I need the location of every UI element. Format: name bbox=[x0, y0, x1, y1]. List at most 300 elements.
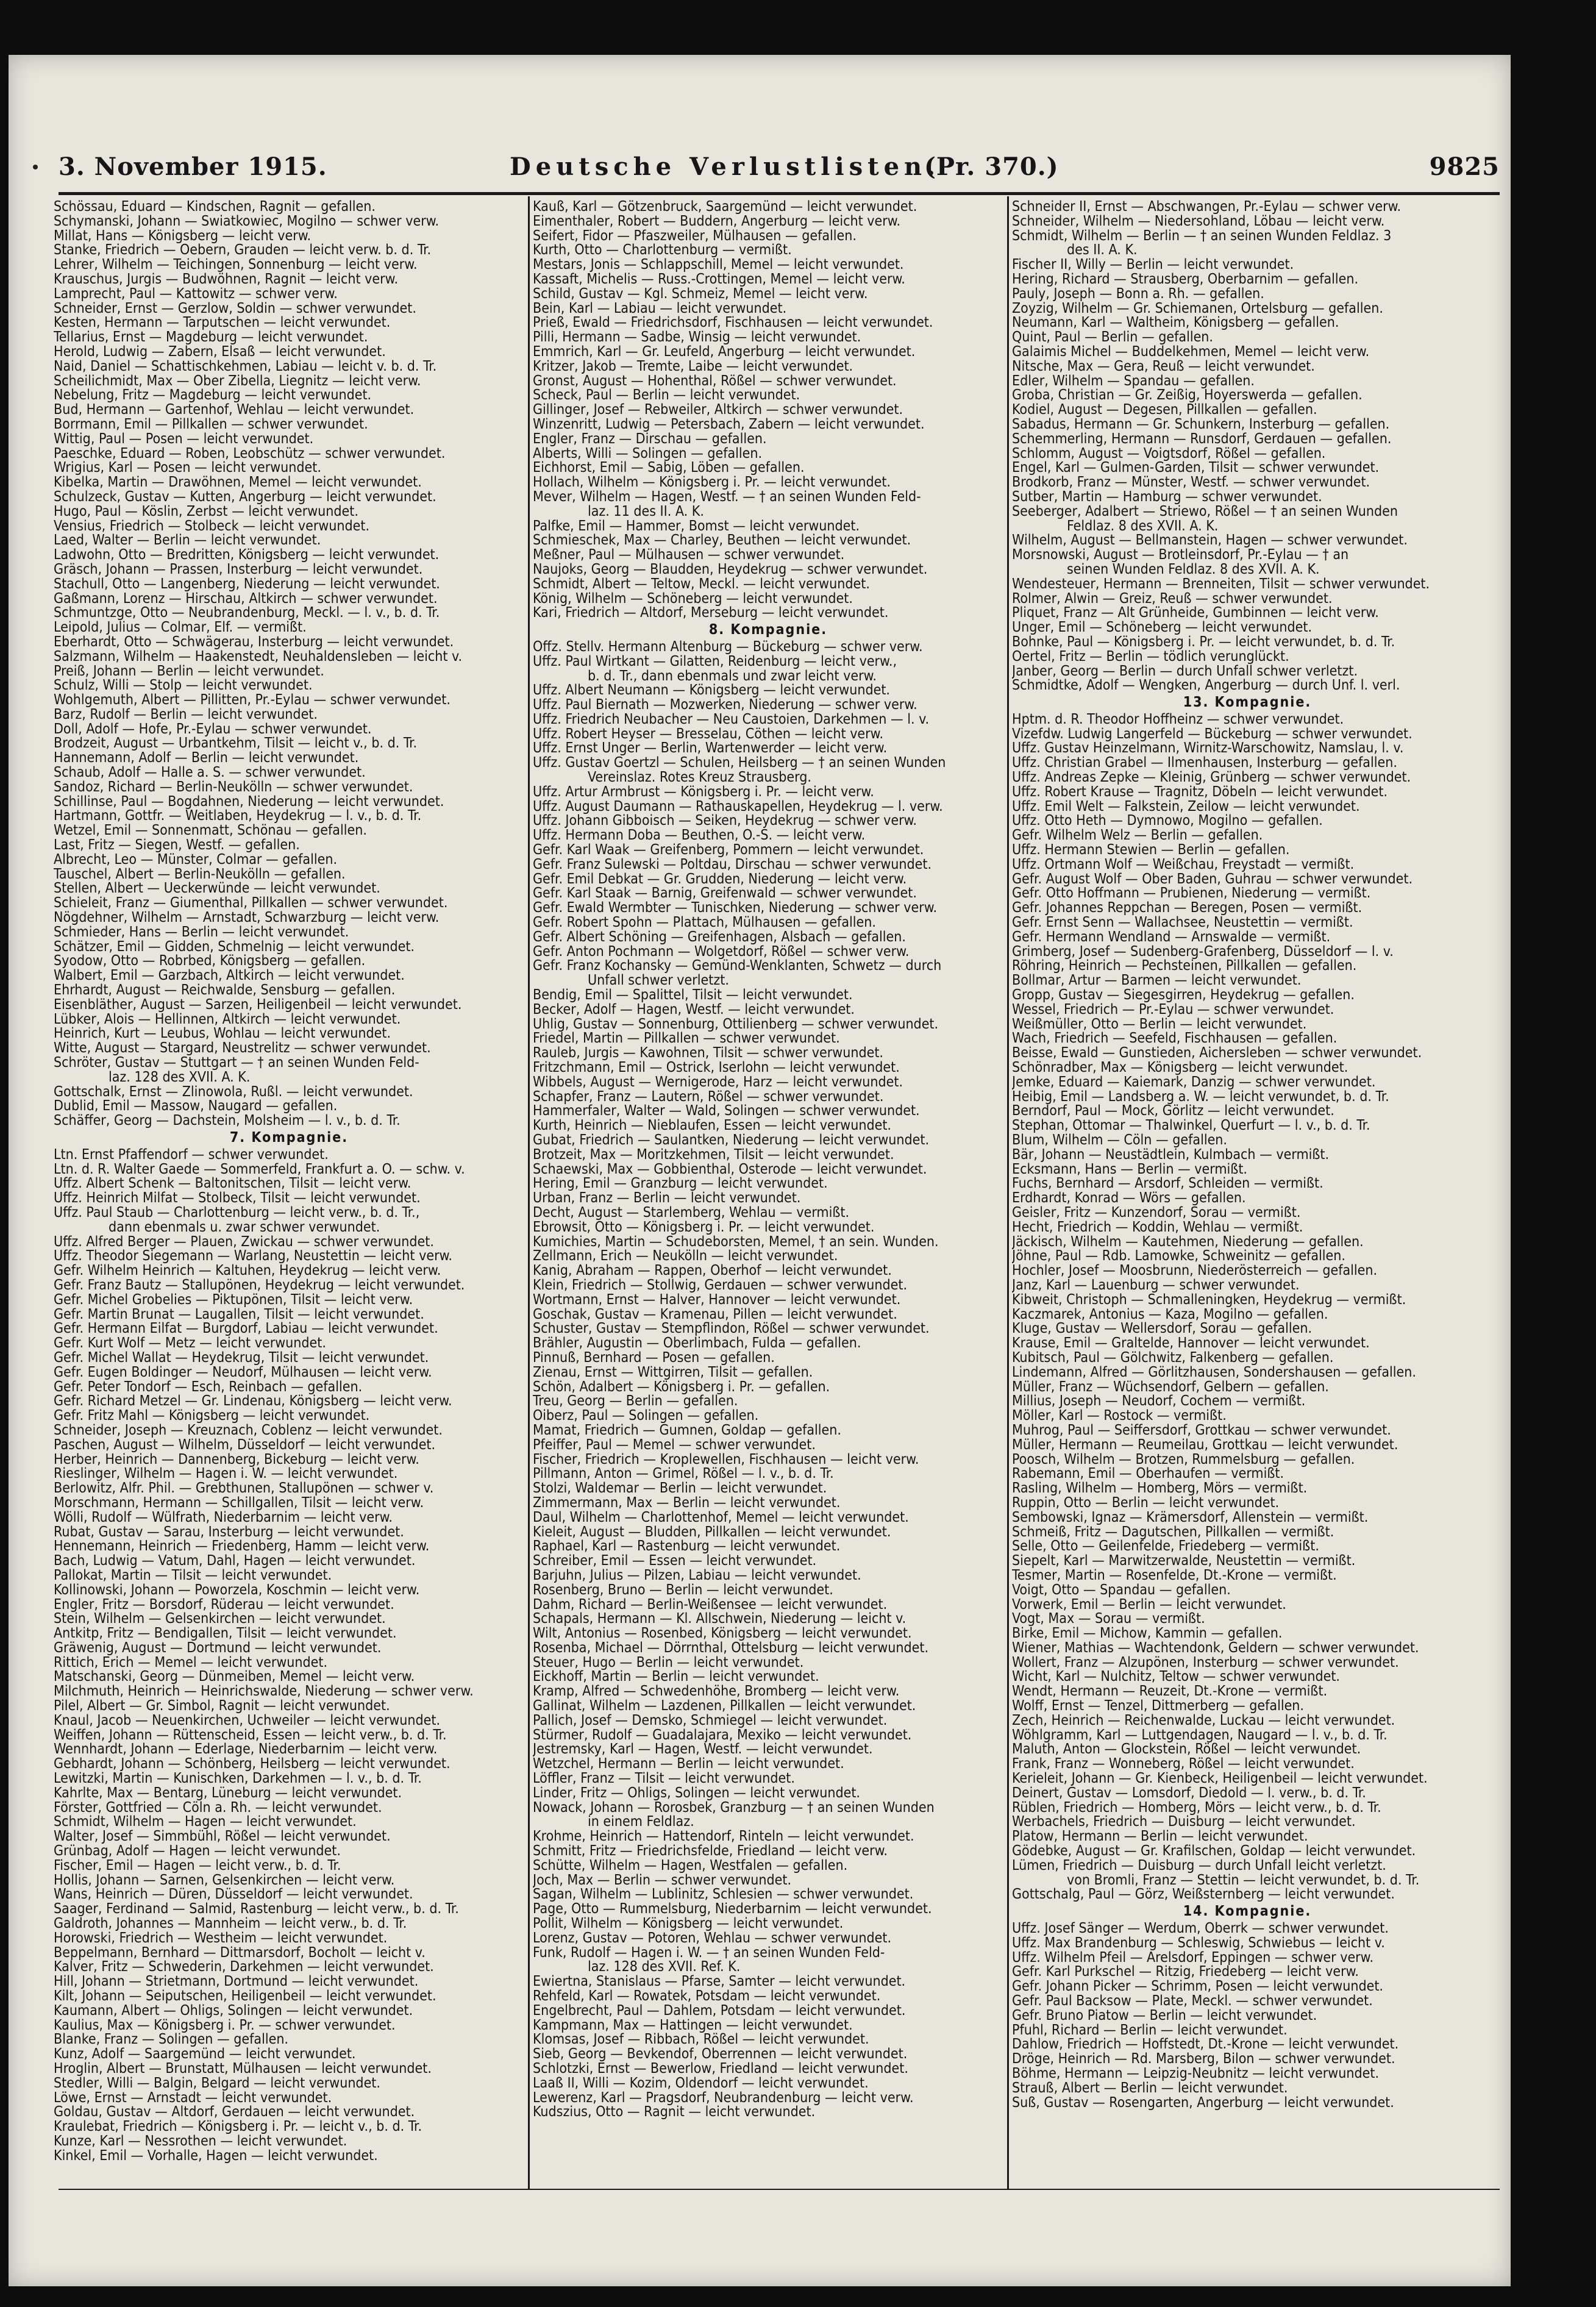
list-entry: Paschen, August — Wilhelm, Düsseldorf — leicht verwundet. bbox=[54, 1438, 436, 1453]
list-entry: Kahrlte, Max — Bentarg, Lüneburg — leicht verwundet. bbox=[54, 1786, 402, 1801]
list-entry: Mestars, Jonis — Schlappschill, Memel — leicht verwundet. bbox=[533, 258, 904, 273]
list-entry: Kritzer, Jakob — Tremte, Laibe — leicht verwundet. bbox=[533, 359, 853, 374]
list-entry: Schmitt, Fritz — Friedrichsfelde, Friedland — leicht verw. bbox=[533, 1844, 888, 1859]
list-entry: Uffz. Andreas Zepke — Kleinig, Grünberg — schwer verwundet. bbox=[1012, 771, 1411, 785]
list-entry: Gefr. Martin Brunat — Laugallen, Tilsit — leicht verwundet. bbox=[54, 1307, 424, 1322]
list-entry: Walter, Josef — Simmbühl, Rößel — leicht verwundet. bbox=[54, 1830, 391, 1845]
list-entry: Edler, Wilhelm — Spandau — gefallen. bbox=[1012, 374, 1255, 389]
list-entry: Knaul, Jacob — Neuenkirchen, Uchweiler — leicht verwundet. bbox=[54, 1713, 441, 1728]
list-entry: Uffz. Ernst Unger — Berlin, Wartenwerder — leicht verw. bbox=[533, 741, 888, 757]
list-entry: Stein, Wilhelm — Gelsenkirchen — leicht verwundet. bbox=[54, 1612, 386, 1627]
list-entry: Wohlgemuth, Albert — Pillitten, Pr.-Eylau — schwer verwundet. bbox=[54, 693, 451, 708]
list-entry: Winzenritt, Ludwig — Petersbach, Zabern — leicht verwundet. bbox=[533, 417, 925, 432]
list-entry: Albrecht, Leo — Münster, Colmar — gefallen. bbox=[54, 852, 338, 868]
list-entry: Ecksmann, Hans — Berlin — vermißt. bbox=[1012, 1162, 1247, 1177]
list-entry: Galdroth, Johannes — Mannheim — leicht verw., b. d. Tr. bbox=[54, 1917, 407, 1931]
list-entry: Tellarius, Ernst — Magdeburg — leicht verwundet. bbox=[54, 330, 368, 345]
list-entry: Eichhorst, Emil — Sabig, Löben — gefallen. bbox=[533, 461, 805, 476]
list-entry: Wiener, Mathias — Wachtendonk, Geldern — schwer verwundet. bbox=[1012, 1641, 1419, 1656]
list-entry: Janber, Georg — Berlin — durch Unfall schwer verletzt. bbox=[1012, 664, 1358, 679]
list-entry: Fritzchmann, Emil — Ostrick, Iserlohn — leicht verwundet. bbox=[533, 1061, 900, 1075]
list-entry: Erdhardt, Konrad — Wörs — gefallen. bbox=[1012, 1191, 1246, 1206]
list-entry: Schätzer, Emil — Gidden, Schmelnig — leicht verwundet. bbox=[54, 940, 415, 955]
list-entry: Tauschel, Albert — Berlin-Neukölln — gefallen. bbox=[54, 867, 346, 882]
list-entry: Gefr. Wilhelm Heinrich — Kaltuhen, Heydekrug — leicht verw. bbox=[54, 1264, 441, 1278]
list-entry: Gräsch, Johann — Prassen, Insterburg — leicht verwundet. bbox=[54, 562, 423, 577]
list-entry: Dröge, Heinrich — Rd. Marsberg, Bilon — schwer verwundet. bbox=[1012, 2052, 1395, 2067]
list-entry: Lorenz, Gustav — Potoren, Wehlau — schwer verwundet. bbox=[533, 1931, 892, 1946]
list-entry: Pallich, Josef — Demsko, Schmiegel — leicht verwundet. bbox=[533, 1713, 888, 1728]
list-entry: Lewitzki, Martin — Kunischken, Darkehmen — l. v., b. d. Tr. bbox=[54, 1772, 422, 1786]
list-entry: Krohme, Heinrich — Hattendorf, Rinteln — leicht verwundet. bbox=[533, 1830, 914, 1845]
list-entry: Kunze, Karl — Nessrothen — leicht verwundet. bbox=[54, 2134, 347, 2149]
list-entry: Wittig, Paul — Posen — leicht verwundet. bbox=[54, 432, 314, 447]
list-entry: Pollit, Wilhelm — Königsberg — leicht verwundet. bbox=[533, 1917, 844, 1931]
list-entry: Seifert, Fidor — Pfaszweiler, Mülhausen — gefallen. bbox=[533, 229, 857, 244]
list-entry: seinen Wunden Feldlaz. 8 des XVII. A. K. bbox=[1067, 562, 1320, 577]
list-entry: Scheck, Paul — Berlin — leicht verwundet. bbox=[533, 388, 800, 404]
list-entry: Engel, Karl — Gulmen-Garden, Tilsit — schwer verwundet. bbox=[1012, 461, 1380, 476]
list-entry: Mamat, Friedrich — Gumnen, Goldap — gefallen. bbox=[533, 1423, 841, 1438]
list-entry: Scheilichmidt, Max — Ober Zibella, Liegnitz — leicht verw. bbox=[54, 374, 421, 389]
list-entry: Dublid, Emil — Massow, Naugard — gefallen. bbox=[54, 1099, 338, 1114]
list-entry: Doll, Adolf — Hofe, Pr.-Eylau — schwer verwundet. bbox=[54, 722, 372, 737]
list-entry: Schneider, Joseph — Kreuznach, Coblenz — leicht verwundet. bbox=[54, 1423, 443, 1438]
list-entry: Förster, Gottfried — Cöln a. Rh. — leicht verwundet. bbox=[54, 1800, 382, 1816]
list-entry: Kanig, Abraham — Rappen, Oberhof — leicht verwundet. bbox=[533, 1264, 892, 1278]
list-entry: Gefr. Peter Tondorf — Esch, Reinbach — gefallen. bbox=[54, 1380, 363, 1395]
list-entry: Kampmann, Max — Hattingen — leicht verwundet. bbox=[533, 2018, 853, 2033]
list-entry: Lümen, Friedrich — Duisburg — durch Unfall leicht verletzt. bbox=[1012, 1858, 1386, 1874]
list-entry: Vensius, Friedrich — Stolbeck — leicht verwundet. bbox=[54, 519, 370, 534]
list-entry: Uffz. Christian Grabel — Ilmenhausen, Insterburg — gefallen. bbox=[1012, 756, 1397, 771]
list-entry: Kudszius, Otto — Ragnit — leicht verwundet. bbox=[533, 2105, 816, 2120]
list-entry: Uffz. Emil Welt — Falkstein, Zeilow — leicht verwundet. bbox=[1012, 799, 1360, 815]
list-entry: laz. 128 des XVII. Ref. K. bbox=[588, 1960, 741, 1975]
list-entry: Gefr. Eugen Boldinger — Neudorf, Mülhausen — leicht verw. bbox=[54, 1365, 432, 1380]
list-entry: Morschmann, Hermann — Schillgallen, Tilsit — leicht verw. bbox=[54, 1496, 424, 1511]
list-entry: Linder, Fritz — Ohligs, Solingen — leicht verwundet. bbox=[533, 1786, 860, 1801]
list-entry: Hptm. d. R. Theodor Hoffheinz — schwer verwundet. bbox=[1012, 712, 1344, 727]
list-entry: Geisler, Fritz — Kunzendorf, Sorau — vermißt. bbox=[1012, 1205, 1301, 1221]
list-entry: Gillinger, Josef — Rebweiler, Altkirch — schwer verwundet. bbox=[533, 403, 903, 418]
list-entry: Uffz. August Daumann — Rathauskapellen, Heydekrug — l. verw. bbox=[533, 799, 943, 815]
list-entry: Pfeiffer, Paul — Memel — schwer verwundet. bbox=[533, 1438, 816, 1453]
list-entry: Werbachels, Friedrich — Duisburg — leicht verwundet. bbox=[1012, 1815, 1356, 1830]
list-entry: Suß, Gustav — Rosengarten, Angerburg — leicht verwundet. bbox=[1012, 2095, 1394, 2111]
list-entry: Rehfeld, Karl — Rowatek, Potsdam — leicht verwundet. bbox=[533, 1989, 881, 2004]
list-entry: Schmidt, Wilhelm — Berlin — † an seinen Wunden Feldlaz. 3 bbox=[1012, 229, 1392, 244]
list-entry: Gefr. Karl Staak — Barnig, Greifenwald — schwer verwundet. bbox=[533, 886, 917, 902]
list-entry: Engler, Fritz — Borsdorf, Rüderau — leicht verwundet. bbox=[54, 1597, 394, 1613]
list-entry: Rauleb, Jurgis — Kawohnen, Tilsit — schwer verwundet. bbox=[533, 1046, 883, 1061]
list-entry: laz. 128 des XVII. A. K. bbox=[109, 1070, 251, 1085]
ink-spot bbox=[33, 165, 38, 169]
list-entry: Salzmann, Wilhelm — Haakenstedt, Neuhaldensleben — leicht v. bbox=[54, 649, 463, 665]
list-entry: Decht, August — Starlemberg, Wehlau — vermißt. bbox=[533, 1205, 850, 1221]
list-entry: Uffz. Alfred Berger — Plauen, Zwickau — schwer verwundet. bbox=[54, 1235, 434, 1250]
list-entry: Millat, Hans — Königsberg — leicht verw. bbox=[54, 229, 312, 244]
list-entry: Horowski, Friedrich — Westheim — leicht verwundet. bbox=[54, 1931, 388, 1946]
list-entry: Stanke, Friedrich — Oebern, Grauden — leicht verw. b. d. Tr. bbox=[54, 243, 432, 259]
list-entry: Wendesteuer, Hermann — Brenneiten, Tilsit — schwer verwundet. bbox=[1012, 577, 1430, 592]
list-entry: Rabemann, Emil — Oberhaufen — vermißt. bbox=[1012, 1467, 1284, 1482]
list-entry: Stachull, Otto — Langenberg, Niederung — leicht verwundet. bbox=[54, 577, 440, 592]
list-entry: Gräwenig, August — Dortmund — leicht verwundet. bbox=[54, 1641, 382, 1656]
list-entry: Fischer, Friedrich — Kroplewellen, Fischhausen — leicht verw. bbox=[533, 1452, 919, 1467]
list-entry: Schneider II, Ernst — Abschwangen, Pr.-Eylau — schwer verw. bbox=[1012, 200, 1402, 215]
list-entry: Gallinat, Wilhelm — Lazdenen, Pillkallen — leicht verwundet. bbox=[533, 1699, 916, 1714]
list-entry: Barjuhn, Julius — Pilzen, Labiau — leicht verwundet. bbox=[533, 1568, 861, 1583]
list-entry: Müller, Franz — Wüchsendorf, Gelbern — gefallen. bbox=[1012, 1380, 1329, 1395]
list-entry: Blum, Wilhelm — Cöln — gefallen. bbox=[1012, 1133, 1227, 1148]
list-entry: Gefr. Albert Schöning — Greifenhagen, Alsbach — gefallen. bbox=[533, 930, 906, 945]
list-entry: Milchmuth, Heinrich — Heinrichswalde, Niederung — schwer verw. bbox=[54, 1685, 474, 1700]
list-entry: Jäckisch, Wilhelm — Kautehmen, Niederung — gefallen. bbox=[1012, 1235, 1364, 1250]
list-entry: Witte, August — Stargard, Neustrelitz — schwer verwundet. bbox=[54, 1041, 431, 1057]
list-entry: Kraulebat, Friedrich — Königsberg i. Pr. — leicht v., b. d. Tr. bbox=[54, 2120, 422, 2134]
list-entry: Sutber, Martin — Hamburg — schwer verwundet. bbox=[1012, 490, 1322, 505]
list-entry: Schön, Adalbert — Königsberg i. Pr. — gefallen. bbox=[533, 1380, 830, 1395]
list-entry: Krause, Emil — Graltelde, Hannover — leicht verwundet. bbox=[1012, 1336, 1370, 1351]
list-entry: Hollach, Wilhelm — Königsberg i. Pr. — leicht verwundet. bbox=[533, 476, 891, 490]
list-entry: Jöhne, Paul — Rdb. Lamowke, Schweinitz — gefallen. bbox=[1012, 1249, 1345, 1264]
list-entry: Schillinse, Paul — Bogdahnen, Niederung — leicht verwundet. bbox=[54, 794, 444, 810]
list-entry: Schmieder, Hans — Berlin — leicht verwundet. bbox=[54, 925, 349, 940]
list-entry: Lindemann, Alfred — Görlitzhausen, Sondershausen — gefallen. bbox=[1012, 1365, 1416, 1380]
list-entry: Gefr. Karl Purkschel — Ritzig, Friedeberg — leicht verw. bbox=[1012, 1965, 1359, 1980]
list-entry: Kibweit, Christoph — Schmalleningken, Heydekrug — vermißt. bbox=[1012, 1293, 1406, 1308]
list-entry: Röhring, Heinrich — Pechsteinen, Pillkallen — gefallen. bbox=[1012, 959, 1357, 974]
list-entry: Hochler, Josef — Moosbrunn, Niederösterreich — gefallen. bbox=[1012, 1264, 1378, 1278]
list-entry: Kluge, Gustav — Wellersdorf, Sorau — gefallen. bbox=[1012, 1322, 1313, 1337]
header-page-number: 9825 bbox=[1429, 152, 1500, 181]
list-entry: Ladwohn, Otto — Bredritten, Königsberg — leicht verwundet. bbox=[54, 548, 440, 563]
list-entry: Kunz, Adolf — Saargemünd — leicht verwundet. bbox=[54, 2047, 356, 2062]
list-entry: Kesten, Hermann — Tarputschen — leicht verwundet. bbox=[54, 316, 391, 331]
list-entry: Nebelung, Fritz — Magdeburg — leicht verwundet. bbox=[54, 388, 372, 404]
column-3 bbox=[1012, 200, 1483, 2185]
column-1 bbox=[54, 200, 524, 2185]
list-entry: Daul, Wilhelm — Charlottenhof, Memel — leicht verwundet. bbox=[533, 1510, 909, 1525]
list-entry: Uffz. Robert Heyser — Bresselau, Cöthen — leicht verw. bbox=[533, 727, 884, 742]
list-entry: Gaßmann, Lorenz — Hirschau, Altkirch — schwer verwundet. bbox=[54, 591, 438, 607]
list-entry: Schmeiß, Fritz — Dagutschen, Pillkallen — vermißt. bbox=[1012, 1525, 1334, 1540]
list-entry: Vizefdw. Ludwig Langerfeld — Bückeburg — schwer verwundet. bbox=[1012, 727, 1413, 742]
list-entry: Gefr. Paul Backsow — Plate, Meckl. — schwer verwundet. bbox=[1012, 1994, 1373, 2009]
list-entry: Wendt, Hermann — Reuzeit, Dt.-Krone — vermißt. bbox=[1012, 1685, 1328, 1700]
list-entry: Kaczmarek, Antonius — Kaza, Mogilno — gefallen. bbox=[1012, 1307, 1328, 1322]
list-entry: Quint, Paul — Berlin — gefallen. bbox=[1012, 330, 1213, 345]
list-entry: Schreiber, Emil — Essen — leicht verwundet. bbox=[533, 1554, 817, 1569]
list-entry: Hroglin, Albert — Brunstatt, Mülhausen — leicht verwundet. bbox=[54, 2062, 432, 2077]
list-entry: Kari, Friedrich — Altdorf, Merseburg — leicht verwundet. bbox=[533, 606, 889, 621]
list-entry: Schieleit, Franz — Giumenthal, Pillkallen — schwer verwundet. bbox=[54, 896, 448, 911]
list-entry: Uffz. Wilhelm Pfeil — Arelsdorf, Eppingen — schwer verw. bbox=[1012, 1950, 1374, 1966]
list-entry: Schild, Gustav — Kgl. Schmeiz, Memel — leicht verw. bbox=[533, 287, 868, 302]
list-entry: Wetzchel, Hermann — Berlin — leicht verwundet. bbox=[533, 1757, 844, 1772]
list-entry: Lehrer, Wilhelm — Teichingen, Sonnenburg — leicht verw. bbox=[54, 258, 418, 273]
list-entry: Gefr. Robert Spohn — Plattach, Mülhausen — gefallen. bbox=[533, 916, 876, 930]
list-entry: Kurth, Heinrich — Nieblaufen, Essen — leicht verwundet. bbox=[533, 1119, 891, 1133]
list-entry: Sagan, Wilhelm — Lublinitz, Schlesien — schwer verwundet. bbox=[533, 1888, 914, 1903]
list-entry: Pilel, Albert — Gr. Simbol, Ragnit — leicht verwundet. bbox=[54, 1699, 390, 1714]
list-entry: Uffz. Hermann Doba — Beuthen, O.-S. — leicht verw. bbox=[533, 829, 866, 844]
list-entry: Leipold, Julius — Colmar, Elf. — vermißt. bbox=[54, 621, 307, 635]
list-entry: Müller, Hermann — Reumeilau, Grottkau — leicht verwundet. bbox=[1012, 1438, 1398, 1453]
list-entry: Fuchs, Bernhard — Arsdorf, Schleiden — vermißt. bbox=[1012, 1177, 1323, 1192]
list-entry: Uffz. Ortmann Wolf — Weißchau, Freystadt — vermißt. bbox=[1012, 857, 1355, 872]
list-entry: Zimmermann, Max — Berlin — leicht verwundet. bbox=[533, 1496, 841, 1511]
list-entry: Gefr. Franz Kochansky — Gemünd-Wenklanten, Schwetz — durch bbox=[533, 959, 942, 974]
list-entry: Schuster, Gustav — Stempflindon, Rößel — schwer verwundet. bbox=[533, 1322, 930, 1337]
list-entry: Janz, Karl — Lauenburg — schwer verwundet. bbox=[1012, 1278, 1300, 1293]
list-entry: Blanke, Franz — Solingen — gefallen. bbox=[54, 2033, 289, 2048]
list-entry: Pauly, Joseph — Bonn a. Rh. — gefallen. bbox=[1012, 287, 1264, 302]
list-entry: Gubat, Friedrich — Saulantken, Niederung — leicht verwundet. bbox=[533, 1133, 930, 1148]
section-heading: 7. Kompagnie. bbox=[229, 1131, 349, 1146]
list-entry: Becker, Adolf — Hagen, Westf. — leicht verwundet. bbox=[533, 1002, 855, 1018]
list-entry: Schymanski, Johann — Swiatkowiec, Mogilno — schwer verw. bbox=[54, 214, 440, 229]
list-entry: Maluth, Anton — Glockstein, Rößel — leicht verwundet. bbox=[1012, 1742, 1361, 1758]
list-entry: Wach, Friedrich — Seefeld, Fischhausen — gefallen. bbox=[1012, 1032, 1338, 1047]
list-entry: Gefr. Hermann Wendland — Arnswalde — vermißt. bbox=[1012, 930, 1331, 945]
list-entry: Kubitsch, Paul — Gölchwitz, Falkenberg — gefallen. bbox=[1012, 1350, 1334, 1366]
list-entry: Schulz, Willi — Stolp — leicht verwundet. bbox=[54, 679, 313, 694]
list-entry: Bud, Hermann — Gartenhof, Wehlau — leicht verwundet. bbox=[54, 403, 415, 418]
list-entry: Kalver, Fritz — Schwederin, Darkehmen — leicht verwundet. bbox=[54, 1960, 434, 1975]
list-entry: Schapals, Hermann — Kl. Allschwein, Niederung — leicht v. bbox=[533, 1612, 907, 1627]
column-2 bbox=[533, 200, 1003, 2185]
list-entry: Wölli, Rudolf — Wülfrath, Niederbarnim — leicht verw. bbox=[54, 1510, 393, 1525]
list-entry: Uffz. Paul Wirtkant — Gilatten, Reidenburg — leicht verw., bbox=[533, 654, 897, 669]
list-entry: Ltn. d. R. Walter Gaede — Sommerfeld, Frankfurt a. O. — schw. v. bbox=[54, 1162, 465, 1177]
list-entry: Meßner, Paul — Mülhausen — schwer verwundet. bbox=[533, 548, 845, 563]
list-entry: Uffz. Paul Staub — Charlottenburg — leicht verw., b. d. Tr., bbox=[54, 1205, 420, 1221]
list-entry: Syodow, Otto — Robrbed, Königsberg — gefallen. bbox=[54, 954, 366, 969]
footer-rule bbox=[59, 2189, 1500, 2190]
list-entry: Heibig, Emil — Landsberg a. W. — leicht verwundet, b. d. Tr. bbox=[1012, 1089, 1389, 1105]
list-entry: Jestremsky, Karl — Hagen, Westf. — leicht verwundet. bbox=[533, 1742, 873, 1758]
list-entry: Oertel, Fritz — Berlin — tödlich verunglückt. bbox=[1012, 649, 1289, 665]
list-entry: Wans, Heinrich — Düren, Düsseldorf — leicht verwundet. bbox=[54, 1888, 413, 1903]
list-entry: Uffz. Robert Krause — Tragnitz, Döbeln — leicht verwundet. bbox=[1012, 785, 1388, 800]
list-entry: Kollinowski, Johann — Poworzela, Koschmin — leicht verw. bbox=[54, 1583, 420, 1598]
list-entry: Beisse, Ewald — Gunstieden, Aichersleben — schwer verwundet. bbox=[1012, 1046, 1422, 1061]
list-entry: Poosch, Wilhelm — Brotzen, Rummelsburg — gefallen. bbox=[1012, 1452, 1355, 1467]
list-entry: Gefr. Kurt Wolf — Metz — leicht verwundet. bbox=[54, 1336, 326, 1351]
list-entry: Selle, Otto — Geilenfelde, Friedeberg — vermißt. bbox=[1012, 1539, 1319, 1555]
list-entry: Last, Fritz — Siegen, Westf. — gefallen. bbox=[54, 838, 300, 853]
list-entry: Rolmer, Alwin — Greiz, Reuß — schwer verwundet. bbox=[1012, 591, 1333, 607]
list-entry: des II. A. K. bbox=[1067, 243, 1138, 259]
list-entry: Oiberz, Paul — Solingen — gefallen. bbox=[533, 1409, 759, 1424]
list-entry: Brotzeit, Max — Moritzkehmen, Tilsit — leicht verwundet. bbox=[533, 1147, 894, 1163]
list-entry: Pallokat, Martin — Tilsit — leicht verwundet. bbox=[54, 1568, 332, 1583]
list-entry: Gefr. August Wolf — Ober Baden, Guhrau — schwer verwundet. bbox=[1012, 872, 1413, 887]
list-entry: Fischer, Emil — Hagen — leicht verw., b. d. Tr. bbox=[54, 1858, 341, 1874]
list-entry: Sabadus, Hermann — Gr. Schunkern, Insterburg — gefallen. bbox=[1012, 417, 1390, 432]
list-entry: Jemke, Eduard — Kaiemark, Danzig — schwer verwundet. bbox=[1012, 1075, 1376, 1090]
list-entry: Urban, Franz — Berlin — leicht verwundet. bbox=[533, 1191, 801, 1206]
list-entry: Uffz. Heinrich Milfat — Stolbeck, Tilsit — leicht verwundet. bbox=[54, 1191, 421, 1206]
list-entry: Wilt, Antonius — Rosenbed, Königsberg — leicht verwundet. bbox=[533, 1627, 912, 1641]
list-entry: Kieleit, August — Bludden, Pillkallen — leicht verwundet. bbox=[533, 1525, 891, 1540]
list-entry: Eberhardt, Otto — Schwägerau, Insterburg — leicht verwundet. bbox=[54, 635, 454, 650]
list-entry: Ewiertna, Stanislaus — Pfarse, Samter — leicht verwundet. bbox=[533, 1975, 906, 1990]
list-entry: Schlomm, August — Voigtsdorf, Rößel — gefallen. bbox=[1012, 446, 1326, 462]
list-entry: König, Wilhelm — Schöneberg — leicht verwundet. bbox=[533, 591, 853, 607]
list-entry: von Bromli, Franz — Stettin — leicht verwundet, b. d. Tr. bbox=[1067, 1873, 1420, 1888]
list-entry: Engelbrecht, Paul — Dahlem, Potsdam — leicht verwundet. bbox=[533, 2003, 906, 2019]
list-entry: Wicht, Karl — Nulchitz, Teltow — schwer verwundet. bbox=[1012, 1670, 1341, 1685]
list-entry: Ehrhardt, August — Reichwalde, Sensburg — gefallen. bbox=[54, 983, 396, 998]
list-entry: Sembowski, Ignaz — Krämersdorf, Allenstein — vermißt. bbox=[1012, 1510, 1369, 1525]
list-entry: Nitsche, Max — Gera, Reuß — leicht verwundet. bbox=[1012, 359, 1315, 374]
list-entry: Laed, Walter — Berlin — leicht verwundet. bbox=[54, 533, 321, 549]
list-entry: Schneider, Wilhelm — Niedersohland, Löbau — leicht verw. bbox=[1012, 214, 1385, 229]
list-entry: Kauß, Karl — Götzenbruck, Saargemünd — leicht verwundet. bbox=[533, 200, 917, 215]
list-entry: Saager, Ferdinand — Salmid, Rastenburg — leicht verw., b. d. Tr. bbox=[54, 1902, 459, 1917]
list-entry: Wöhlgramm, Karl — Luttgendagen, Naugard — l. v., b. d. Tr. bbox=[1012, 1728, 1388, 1743]
list-entry: in einem Feldlaz. bbox=[588, 1815, 694, 1830]
list-entry: Dahm, Richard — Berlin-Weißensee — leicht verwundet. bbox=[533, 1597, 888, 1613]
list-entry: Millius, Joseph — Neudorf, Cochem — vermißt. bbox=[1012, 1394, 1306, 1410]
list-entry: Klein, Friedrich — Stollwig, Gerdauen — schwer verwundet. bbox=[533, 1278, 908, 1293]
list-entry: Gefr. Franz Sulewski — Poltdau, Dirschau — schwer verwundet. bbox=[533, 857, 932, 872]
list-entry: Page, Otto — Rummelsburg, Niederbarnim — leicht verwundet. bbox=[533, 1902, 932, 1917]
list-entry: Goschak, Gustav — Kramenau, Pillen — leicht verwundet. bbox=[533, 1307, 897, 1322]
list-entry: Kibelka, Martin — Drawöhnen, Memel — leicht verwundet. bbox=[54, 476, 422, 490]
list-entry: Fischer II, Willy — Berlin — leicht verwundet. bbox=[1012, 258, 1294, 273]
list-entry: Gödebke, August — Gr. Krafilschen, Goldap — leicht verwundet. bbox=[1012, 1844, 1416, 1859]
section-heading: 8. Kompagnie. bbox=[708, 623, 828, 638]
header-title: Deutsche Verlustlisten. bbox=[510, 152, 941, 181]
list-entry: Frank, Franz — Wonneberg, Rößel — leicht verwundet. bbox=[1012, 1757, 1355, 1772]
list-entry: Kumichies, Martin — Schudeborsten, Memel, † an sein. Wunden. bbox=[533, 1235, 939, 1250]
list-entry: Löffler, Franz — Tilsit — leicht verwundet. bbox=[533, 1772, 795, 1786]
list-entry: Kaulius, Max — Königsberg i. Pr. — schwer verwundet. bbox=[54, 2018, 396, 2033]
list-entry: Schmidt, Albert — Teltow, Meckl. — leicht verwundet. bbox=[533, 577, 870, 592]
list-entry: Uhlig, Gustav — Sonnenburg, Ottilienberg — schwer verwundet. bbox=[533, 1017, 939, 1032]
list-entry: Palfke, Emil — Hammer, Bomst — leicht verwundet. bbox=[533, 519, 860, 534]
list-entry: Uffz. Hermann Stewien — Berlin — gefallen. bbox=[1012, 843, 1290, 858]
list-entry: Rasling, Wilhelm — Homberg, Mörs — vermißt. bbox=[1012, 1482, 1308, 1496]
section-heading: 13. Kompagnie. bbox=[1183, 696, 1312, 710]
list-entry: Hollis, Johann — Sarnen, Gelsenkirchen — leicht verw. bbox=[54, 1873, 395, 1888]
list-entry: Heinrich, Kurt — Leubus, Wohlau — leicht verwundet. bbox=[54, 1027, 391, 1042]
list-entry: Weißmüller, Otto — Berlin — leicht verwundet. bbox=[1012, 1017, 1307, 1032]
list-entry: Möller, Karl — Rostock — vermißt. bbox=[1012, 1409, 1227, 1424]
list-entry: Treu, Georg — Berlin — gefallen. bbox=[533, 1394, 738, 1410]
list-entry: Wetzel, Emil — Sonnenmatt, Schönau — gefallen. bbox=[54, 824, 367, 839]
list-entry: Bollmar, Artur — Barmen — leicht verwundet. bbox=[1012, 974, 1302, 989]
list-entry: Deinert, Gustav — Lomsdorf, Diedold — l. verw., b. d. Tr. bbox=[1012, 1786, 1366, 1801]
list-entry: Lamprecht, Paul — Kattowitz — schwer verw. bbox=[54, 287, 338, 302]
list-entry: Uffz. Josef Sänger — Werdum, Oberrk — schwer verwundet. bbox=[1012, 1922, 1389, 1936]
list-entry: Kaumann, Albert — Ohligs, Solingen — leicht verwundet. bbox=[54, 2003, 413, 2019]
column-divider-1 bbox=[528, 196, 530, 2189]
list-entry: Schemmerling, Hermann — Runsdorf, Gerdauen — gefallen. bbox=[1012, 432, 1392, 447]
list-entry: Uffz. Albert Neumann — Königsberg — leicht verwundet. bbox=[533, 683, 891, 699]
page-header bbox=[59, 152, 1500, 189]
list-entry: Seeberger, Adalbert — Striewo, Rößel — † an seinen Wunden bbox=[1012, 504, 1398, 519]
list-entry: Muhrog, Paul — Seiffersdorf, Grottkau — schwer verwundet. bbox=[1012, 1423, 1391, 1438]
list-entry: Vorwerk, Emil — Berlin — leicht verwundet. bbox=[1012, 1597, 1286, 1613]
list-entry: Birke, Emil — Michow, Kammin — gefallen. bbox=[1012, 1627, 1283, 1641]
list-entry: Lewerenz, Karl — Pragsdorf, Neubrandenburg — leicht verw. bbox=[533, 2091, 914, 2106]
list-entry: dann ebenmals u. zwar schwer verwundet. bbox=[109, 1220, 380, 1235]
list-entry: Unfall schwer verletzt. bbox=[588, 974, 729, 989]
list-entry: Gefr. Ernst Senn — Wallachsee, Neustettin — vermißt. bbox=[1012, 916, 1353, 930]
list-entry: Feldlaz. 8 des XVII. A. K. bbox=[1067, 519, 1219, 534]
list-entry: Emmrich, Karl — Gr. Leufeld, Angerburg — leicht verwundet. bbox=[533, 344, 916, 360]
list-entry: Gefr. Franz Bautz — Stallupönen, Heydekrug — leicht verwundet. bbox=[54, 1278, 465, 1293]
list-entry: Stürmer, Rudolf — Guadalajara, Mexiko — leicht verwundet. bbox=[533, 1728, 912, 1743]
list-entry: Nowack, Johann — Rorosbek, Granzburg — † an seinen Wunden bbox=[533, 1800, 935, 1816]
list-entry: Gottschalg, Paul — Görz, Weißsternberg — leicht verwundet. bbox=[1012, 1888, 1395, 1903]
list-entry: Laaß II, Willi — Kozim, Oldendorf — leicht verwundet. bbox=[533, 2076, 869, 2091]
list-entry: Ruppin, Otto — Berlin — leicht verwundet. bbox=[1012, 1496, 1280, 1511]
list-entry: Rittich, Erich — Memel — leicht verwundet. bbox=[54, 1655, 328, 1671]
list-entry: Brodkorb, Franz — Münster, Westf. — schwer verwundet. bbox=[1012, 476, 1370, 490]
list-entry: Hering, Emil — Granzburg — leicht verwundet. bbox=[533, 1177, 828, 1192]
list-entry: Joch, Max — Berlin — schwer verwundet. bbox=[533, 1873, 792, 1888]
list-entry: Ebrowsit, Otto — Königsberg i. Pr. — leicht verwundet. bbox=[533, 1220, 875, 1235]
list-entry: Schmuntzge, Otto — Neubrandenburg, Meckl. — l. v., b. d. Tr. bbox=[54, 606, 440, 621]
list-entry: Gefr. Emil Debkat — Gr. Grudden, Niederung — leicht verw. bbox=[533, 872, 907, 887]
list-entry: Bohnke, Paul — Königsberg i. Pr. — leicht verwundet, b. d. Tr. bbox=[1012, 635, 1395, 650]
list-entry: Kilt, Johann — Seiputschen, Heiligenbeil — leicht verwundet. bbox=[54, 1989, 436, 2004]
list-entry: Steuer, Hugo — Berlin — leicht verwundet. bbox=[533, 1655, 804, 1671]
list-entry: Schönradber, Max — Königsberg — leicht verwundet. bbox=[1012, 1061, 1348, 1075]
list-entry: Uffz. Paul Biernath — Mozwerken, Niederung — schwer verw. bbox=[533, 698, 917, 713]
list-entry: Zoyzig, Wilhelm — Gr. Schiemanen, Ortelsburg — gefallen. bbox=[1012, 301, 1383, 316]
list-entry: Unger, Emil — Schöneberg — leicht verwundet. bbox=[1012, 621, 1313, 635]
list-entry: Walbert, Emil — Garzbach, Altkirch — leicht verwundet. bbox=[54, 969, 405, 984]
list-entry: Gefr. Hermann Eilfat — Burgdorf, Labiau — leicht verwundet. bbox=[54, 1322, 438, 1337]
list-entry: Uffz. Albert Schenk — Baltonitschen, Tilsit — leicht verw. bbox=[54, 1177, 411, 1192]
list-entry: Antkitp, Fritz — Bendigallen, Tilsit — leicht verwundet. bbox=[54, 1627, 397, 1641]
list-entry: Uffz. Max Brandenburg — Schleswig, Schwiebus — leicht v. bbox=[1012, 1936, 1385, 1951]
list-entry: Barz, Rudolf — Berlin — leicht verwundet. bbox=[54, 707, 318, 722]
list-entry: Wortmann, Ernst — Halver, Hannover — leicht verwundet. bbox=[533, 1293, 901, 1308]
list-entry: Raphael, Karl — Rastenburg — leicht verwundet. bbox=[533, 1539, 841, 1555]
list-entry: Hugo, Paul — Köslin, Zerbst — leicht verwundet. bbox=[54, 504, 358, 519]
list-entry: Kodiel, August — Degesen, Pillkallen — gefallen. bbox=[1012, 403, 1317, 418]
list-entry: Wilhelm, August — Bellmanstein, Hagen — schwer verwundet. bbox=[1012, 533, 1408, 549]
list-entry: Uffz. Otto Heth — Dymnowo, Mogilno — gefallen. bbox=[1012, 814, 1323, 829]
list-entry: Gebhardt, Johann — Schönberg, Heilsberg — leicht verwundet. bbox=[54, 1757, 451, 1772]
list-entry: Prieß, Ewald — Friedrichsdorf, Fischhausen — leicht verwundet. bbox=[533, 316, 933, 331]
list-entry: Schlotzki, Ernst — Bewerlow, Friedland — leicht verwundet. bbox=[533, 2062, 908, 2077]
list-entry: Gefr. Johann Picker — Schrimm, Posen — leicht verwundet. bbox=[1012, 1980, 1383, 1995]
list-entry: Gefr. Michel Grobelies — Piktupönen, Tilsit — leicht verw. bbox=[54, 1293, 413, 1308]
list-entry: Stephan, Ottomar — Thalwinkel, Querfurt — l. v., b. d. Tr. bbox=[1012, 1119, 1370, 1133]
list-entry: Grimberg, Josef — Sudenberg-Grafenberg, Düsseldorf — l. v. bbox=[1012, 944, 1394, 960]
list-entry: Hennemann, Heinrich — Friedenberg, Hamm — leicht verw. bbox=[54, 1539, 430, 1555]
list-entry: Uffz. Gustav Goertzl — Schulen, Heilsberg — † an seinen Wunden bbox=[533, 756, 946, 771]
list-entry: Wessel, Friedrich — Pr.-Eylau — schwer verwundet. bbox=[1012, 1002, 1334, 1018]
list-entry: Alberts, Willi — Solingen — gefallen. bbox=[533, 446, 763, 462]
list-entry: Kassaft, Michelis — Russ.-Crottingen, Memel — leicht verw. bbox=[533, 272, 905, 287]
list-entry: Ltn. Ernst Pfaffendorf — schwer verwundet. bbox=[54, 1147, 329, 1163]
list-entry: Schütte, Wilhelm — Hagen, Westfalen — gefallen. bbox=[533, 1858, 848, 1874]
list-entry: Rubat, Gustav — Sarau, Insterburg — leicht verwundet. bbox=[54, 1525, 404, 1540]
list-entry: Kerieleit, Johann — Gr. Kienbeck, Heiligenbeil — leicht verwundet. bbox=[1012, 1772, 1428, 1786]
list-entry: Klomsas, Josef — Ribbach, Rößel — leicht verwundet. bbox=[533, 2033, 869, 2048]
list-entry: Gropp, Gustav — Siegesgirren, Heydekrug — gefallen. bbox=[1012, 988, 1355, 1003]
